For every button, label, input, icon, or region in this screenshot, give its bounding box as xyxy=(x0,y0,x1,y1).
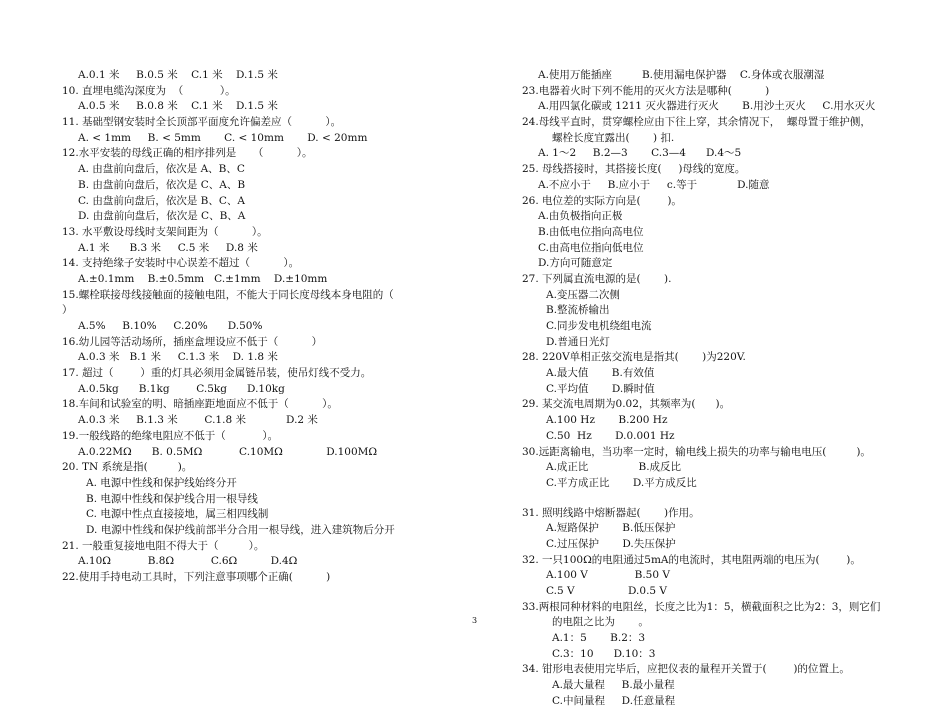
right-line: 的电阻之比为 。 xyxy=(552,616,649,629)
left-line: 17. 超过（ ）重的灯具必须用金属链吊装，使吊灯线不受力。 xyxy=(62,367,372,380)
right-column xyxy=(522,68,937,710)
left-line: B. 电源中性线和保护线合用一根导线 xyxy=(86,492,258,505)
left-line: A.0.3 米 B.1.3 米 C.1.8 米 D.2 米 xyxy=(78,414,318,427)
left-line: A.0.5kg B.1kg C.5kg D.10kg xyxy=(78,382,285,395)
left-column xyxy=(62,68,467,586)
left-line: A.10Ω B.8Ω C.6Ω D.4Ω xyxy=(78,555,298,568)
right-line: 29. 某交流电周期为0.02，其频率为( )。 xyxy=(522,398,731,411)
left-line: 10. 直埋电缆沟深度为 （ ）。 xyxy=(62,84,236,97)
right-line: A. 1～2 B.2—3 C.3—4 D.4～5 xyxy=(538,147,742,160)
page-number: 3 xyxy=(472,616,478,625)
right-line: 26. 电位差的实际方向是( )。 xyxy=(522,194,682,207)
right-line: 螺栓长度宜露出( ) 扣. xyxy=(552,131,675,144)
right-line: A.变压器二次侧 xyxy=(546,288,620,301)
right-line: A.由负极指向正极 xyxy=(538,210,623,223)
left-line: A.0.3 米 B.1 米 C.1.3 米 D. 1.8 米 xyxy=(78,351,278,364)
left-line: 12.水平安装的母线正确的相序排列是 （ ）。 xyxy=(62,147,313,160)
left-line: A.0.5 米 B.0.8 米 C.1 米 D.1.5 米 xyxy=(78,100,278,113)
right-line: C.同步发电机绕组电流 xyxy=(546,320,652,332)
right-line: B.由低电位指向高电位 xyxy=(538,225,644,238)
right-line: C.平均值 D.瞬时值 xyxy=(546,382,655,395)
left-line: 14. 支持绝缘子安装时中心误差不超过（ ）。 xyxy=(62,257,300,270)
left-line: 19.一般线路的绝缘电阻应不低于（ ）。 xyxy=(62,429,279,442)
right-line: C.5 V D.0.5 V xyxy=(546,585,668,597)
left-line: A.1 米 B.3 米 C.5 米 D.8 米 xyxy=(78,241,258,254)
left-line: A. 由盘前向盘后，依次是 A、B、C xyxy=(78,163,245,176)
right-line: C.中间量程 D.任意量程 xyxy=(552,694,676,707)
left-line: ） xyxy=(62,304,73,317)
left-line: 16.幼儿园等活动场所，插座盒埋设应不低于（ ） xyxy=(62,335,323,348)
right-line: A.100 V B.50 V xyxy=(546,569,670,582)
right-line xyxy=(522,492,937,506)
right-line: A.不应小于 B.应小于 c.等于 D.随意 xyxy=(538,178,770,191)
right-line: 28. 220V单相正弦交流电是指其( )为220V. xyxy=(522,351,746,364)
left-line: A.5% B.10% C.20% D.50% xyxy=(78,320,263,332)
right-line: A.使用万能插座 B.使用漏电保护器 C.身体或衣服潮湿 xyxy=(538,69,825,81)
right-line: 24.母线平直时，贯穿螺栓应由下往上穿，其余情况下， 螺母置于维护侧， xyxy=(522,116,871,129)
right-line: 31. 照明线路中熔断器起( )作用。 xyxy=(522,506,700,519)
left-line: 21. 一般重复接地电阻不得大于（ ）。 xyxy=(62,539,265,552)
left-line: A.0.1 米 B.0.5 米 C.1 米 D.1.5 米 xyxy=(78,69,278,81)
right-line: A.最大量程 B.最小量程 xyxy=(552,679,675,692)
left-line: B. 由盘前向盘后，依次是 C、A、B xyxy=(78,178,246,191)
right-line: A.短路保护 B.低压保护 xyxy=(546,522,676,535)
left-line: D. 电源中性线和保护线前部半分合用一根导线，进入建筑物后分开 xyxy=(86,523,395,536)
right-line: D.普通日光灯 xyxy=(546,335,610,348)
left-line: C. 电源中性点直接接地，属三相四线制 xyxy=(86,508,269,521)
right-line: B.整流桥输出 xyxy=(546,304,610,317)
left-line: 20. TN 系统是指( )。 xyxy=(62,461,193,474)
right-line: 30.远距离输电，当功率一定时，输电线上损失的功率与输电电压( )。 xyxy=(522,445,871,458)
right-line: C.由高电位指向低电位 xyxy=(538,241,644,254)
right-line: C.3：10 D.10：3 xyxy=(552,647,656,660)
right-line: A.成正比 B.成反比 xyxy=(546,461,682,474)
right-line: A.最大值 B.有效值 xyxy=(546,367,655,380)
right-line: 25. 母线搭接时，其搭接长度( )母线的宽度。 xyxy=(522,163,746,176)
right-line: A.用四氯化碳或 1211 灭火器进行灭火 B.用沙土灭火 C.用水灭火 xyxy=(538,100,876,113)
right-line: 27. 下列属直流电源的是( ). xyxy=(522,272,672,285)
right-line: 32. 一只100Ω的电阻通过5mA的电流时，其电阻两端的电压为( )。 xyxy=(522,553,861,566)
right-line: 23.电器着火时下列不能用的灭火方法是哪种( ) xyxy=(522,84,770,97)
left-line: D. 由盘前向盘后，依次是 C、B、A xyxy=(78,210,246,223)
left-line: C. 由盘前向盘后，依次是 B、C、A xyxy=(78,194,246,207)
left-line: 11. 基础型钢安装时全长顶部平面度允许偏差应（ ）。 xyxy=(62,116,342,129)
right-line: 34. 钳形电表使用完毕后，应把仪表的量程开关置于( )的位置上。 xyxy=(522,663,850,676)
right-line: D.方向可随意定 xyxy=(538,257,613,270)
left-line: A. 电源中性线和保护线始终分开 xyxy=(86,476,237,489)
left-line: 18.车间和试验室的明、暗插座距地面应不低于（ ）。 xyxy=(62,398,338,411)
left-line: 15.螺栓联接母线接触面的接触电阻，不能大于同长度母线本身电阻的（ xyxy=(62,288,394,301)
left-line: A.0.22MΩ B. 0.5MΩ C.10MΩ D.100MΩ xyxy=(78,445,378,458)
right-line: C.50 Hz D.0.001 Hz xyxy=(546,429,675,442)
right-line: C.平方成正比 D.平方成反比 xyxy=(546,476,697,489)
right-line: A.1：5 B.2：3 xyxy=(552,632,646,645)
left-line: 22.使用手持电动工具时，下列注意事项哪个正确( ) xyxy=(62,571,331,583)
left-line: A.±0.1mm B.±0.5mm C.±1mm D.±10mm xyxy=(78,272,328,285)
right-line: C.过压保护 D.失压保护 xyxy=(546,537,676,550)
right-line: 33.两根同种材料的电阻丝，长度之比为1：5，横截面积之比为2：3，则它们 xyxy=(522,600,881,613)
left-line: A. < 1mm B. < 5mm C. < 10mm D. < 20mm xyxy=(78,131,368,144)
right-line: A.100 Hz B.200 Hz xyxy=(546,414,668,427)
left-line: 13. 水平敷设母线时支架间距为（ ）。 xyxy=(62,225,268,238)
